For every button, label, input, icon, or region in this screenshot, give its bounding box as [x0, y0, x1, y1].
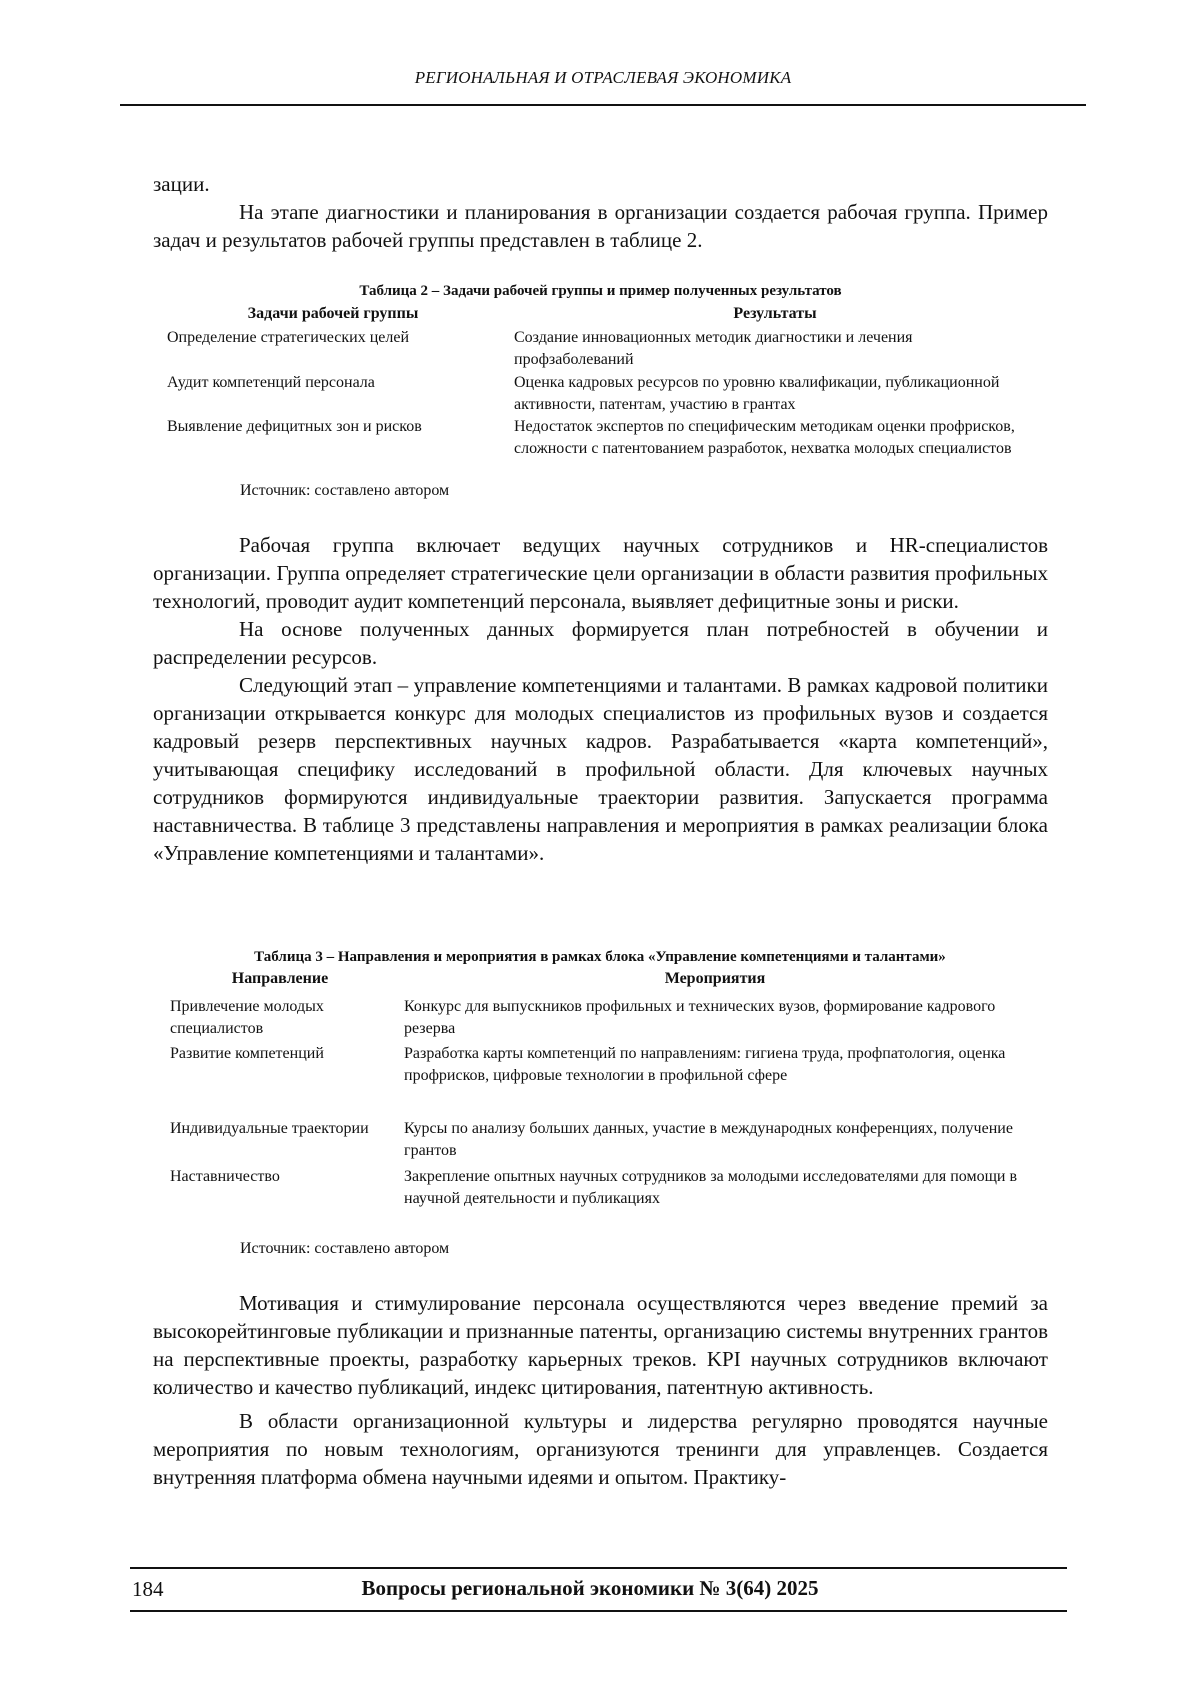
journal-title: Вопросы региональной экономики № 3(64) 2025 — [361, 1576, 819, 1600]
header-rule — [120, 104, 1086, 106]
table2-cell: Аудит компетенций персонала — [167, 374, 375, 391]
table2-header-tasks: Задачи рабочей группы — [247, 305, 419, 322]
table2-cell: Оценка кадровых ресурсов по уровню квалификации, публикационной активности, патентам, участию в грантах — [514, 374, 1000, 413]
table3-header-activities: Мероприятия — [664, 970, 766, 987]
table2-cell: Определение стратегических целей — [167, 329, 410, 346]
paragraph: В области организационной культуры и лидерства регулярно проводятся научные мероприятия по новым технологиям, организуются тренинги для управленцев. Создается внутренняя платформа обмена научными идеями и опытом. Практику- — [153, 1409, 1048, 1489]
table2-caption: Таблица 2 – Задачи рабочей группы и пример полученных результатов — [359, 283, 842, 299]
paragraph-continuation: зации. — [153, 172, 210, 196]
paragraph: Рабочая группа включает ведущих научных сотрудников и HR-специалистов организации. Группа определяет стратегические цели организации в области развития профильных технологий, проводит аудит компетенций персонала, выявляет дефицитные зоны и риски. — [153, 533, 1048, 613]
paragraph: Мотивация и стимулирование персонала осуществляются через введение премий за высокорейтинговые публикации и признанные патенты, организацию системы внутренних грантов на перспективные проекты, разработку карьерных треков. KPI научных сотрудников включают количество и качество публикаций, индекс цитирования, патентную активность. — [153, 1291, 1048, 1399]
table3-cell: Разработка карты компетенций по направлениям: гигиена труда, профпатология, оценка профрисков, цифровые технологии в профильной сфере — [404, 1045, 1006, 1084]
footer-rule-top — [130, 1567, 1067, 1569]
table3-cell: Курсы по анализу больших данных, участие в международных конференциях, получение грантов — [404, 1120, 1013, 1159]
table3-cell: Индивидуальные траектории — [170, 1120, 369, 1137]
page-number: 184 — [132, 1577, 164, 1601]
table2-source: Источник: составлено автором — [240, 482, 450, 499]
intro-text — [153, 170, 1048, 254]
table2-cell: Недостаток экспертов по специфическим методикам оценки профрисков, сложности с патентованием разработок, нехватка молодых специалистов — [514, 418, 1015, 457]
paragraph: На основе полученных данных формируется план потребностей в обучении и распределении ресурсов. — [153, 617, 1048, 669]
table3-source: Источник: составлено автором — [240, 1240, 450, 1257]
table3-header-direction: Направление — [231, 970, 329, 987]
closing-text — [153, 1289, 1048, 1491]
table2-cell: Создание инновационных методик диагностики и лечения профзаболеваний — [514, 329, 913, 368]
paragraph: На этапе диагностики и планирования в организации создается рабочая группа. Пример задач и результатов рабочей группы представлен в таблице 2. — [153, 200, 1048, 252]
middle-text — [153, 531, 1048, 867]
table2-header-results: Результаты — [733, 305, 817, 322]
table3-cell: Закрепление опытных научных сотрудников за молодыми исследователями для помощи в научной деятельности и публикациях — [404, 1168, 1018, 1207]
paragraph: Следующий этап – управление компетенциями и талантами. В рамках кадровой политики организации открывается конкурс для молодых специалистов из профильных вузов и создается кадровый резерв перспективных научных кадров. Разрабатывается «карта компетенций», учитывающая специфику исследований в профильной области. Для ключевых научных сотрудников формируются индивидуальные траектории развития. Запускается программа наставничества. В таблице 3 представлены направления и мероприятия в рамках реализации блока «Управление компетенциями и талантами». — [153, 673, 1048, 865]
footer-rule-bottom — [130, 1610, 1067, 1612]
table3-cell: Привлечение молодых специалистов — [170, 998, 324, 1037]
table3-caption: Таблица 3 – Направления и мероприятия в рамках блока «Управление компетенциями и талантами» — [254, 949, 946, 965]
table2-cell: Выявление дефицитных зон и рисков — [167, 418, 422, 435]
table3-cell: Конкурс для выпускников профильных и технических вузов, формирование кадрового резерва — [404, 998, 996, 1037]
running-header: РЕГИОНАЛЬНАЯ И ОТРАСЛЕВАЯ ЭКОНОМИКА — [414, 68, 792, 87]
table3-cell: Наставничество — [170, 1168, 280, 1185]
table3-cell: Развитие компетенций — [170, 1045, 324, 1062]
